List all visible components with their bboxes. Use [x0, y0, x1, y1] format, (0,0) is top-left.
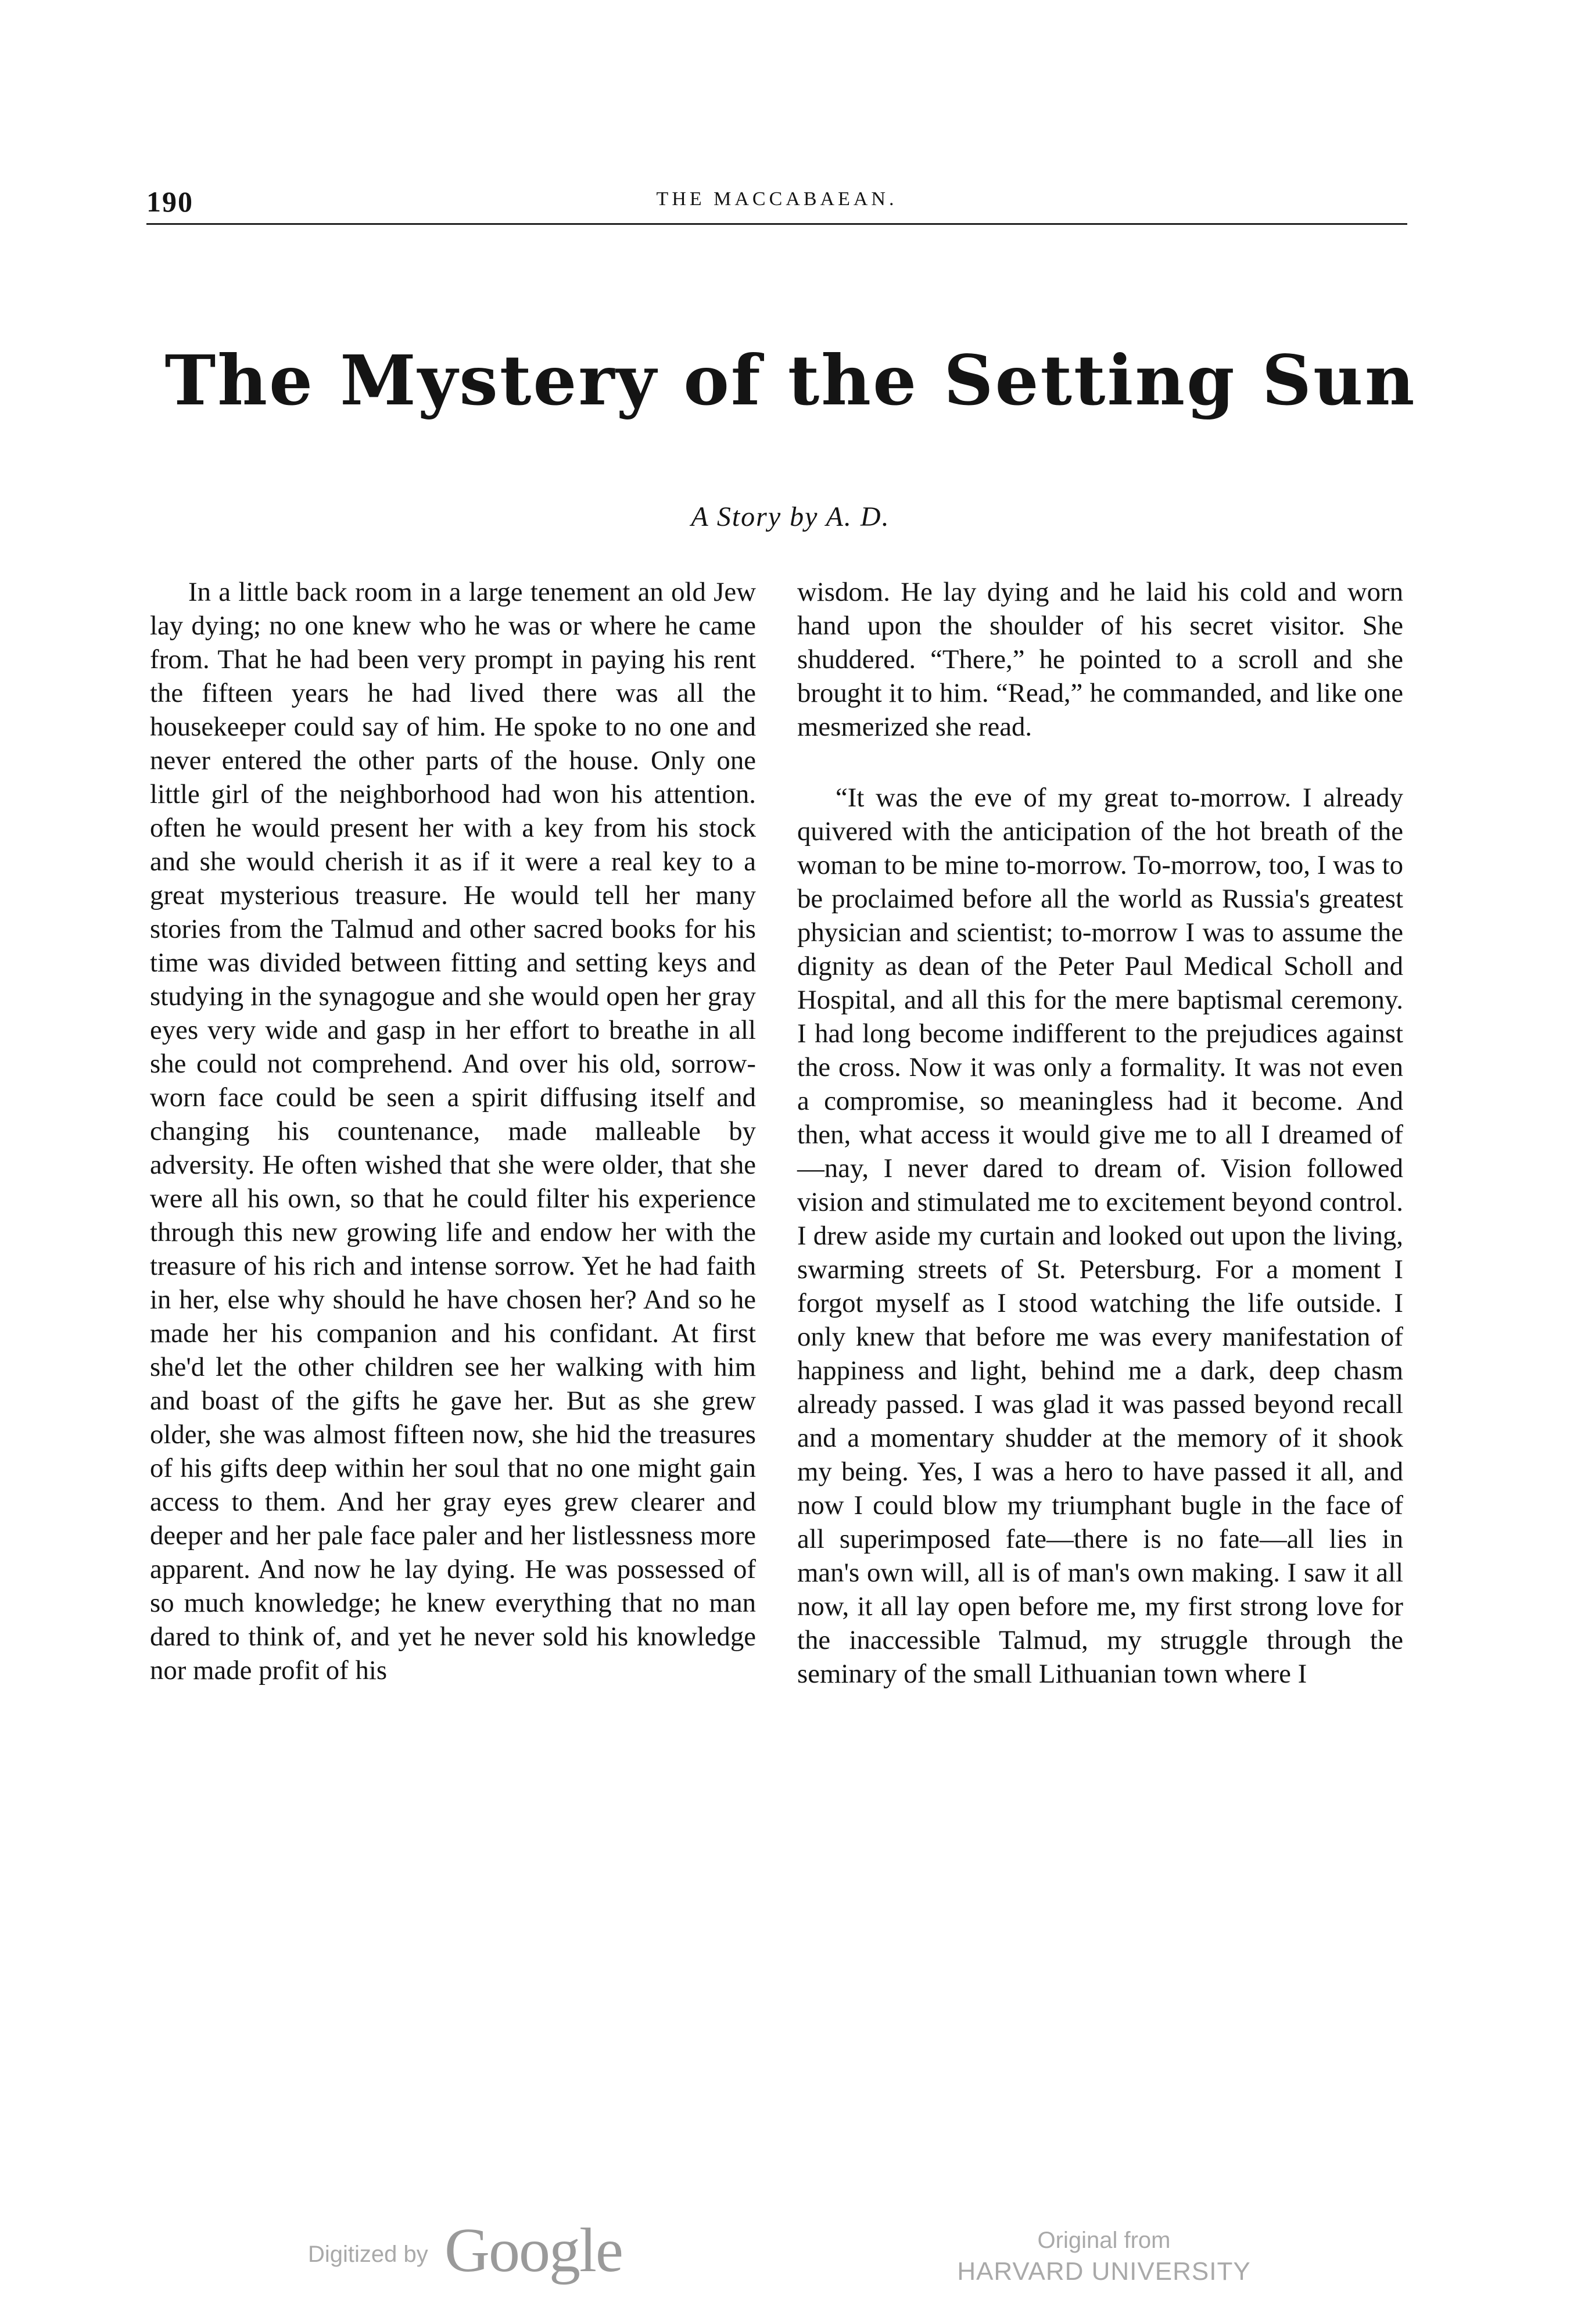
- digitized-by-watermark: [308, 2215, 645, 2284]
- page-number: 190: [146, 185, 193, 218]
- paragraph: “It was the eve of my great to-morrow. I already quivered with the anticipation of the hot breath of the woman to be mine to-morrow. To-morrow, too, I was to be proclaimed before all the world as Russia's greatest physician and scientist; to-morrow I was to assume the dignity as dean of the Peter Paul Medical Scholl and Hospital, and all this for the mere baptismal ceremony. I had long become indifferent to the prejudices against the cross. Now it was only a formality. It was not even a compromise, so meaningless had it become. And then, what access it would give me to all I dreamed of—nay, I never dared to dream of. Vision followed vision and stimulated me to excitement beyond control. I drew aside my curtain and looked out upon the living, swarming streets of St. Petersburg. For a moment I forgot myself as I stood watching the life outside. I only knew that before me was every manifestation of happiness and light, behind me a dark, deep chasm already passed. I was glad it was passed beyond recall and a momentary shudder at the memory of it shook my being. Yes, I was a hero to have passed it all, and now I could blow my triumphant bugle in the face of all superimposed fate—there is no fate—all lies in man's own will, all is of man's own making. I saw it all now, it all lay open before me, my first strong love for the inaccessible Talmud, my struggle through the seminary of the small Lithuanian town where I: [797, 783, 1403, 1689]
- source-watermark: [941, 2225, 1267, 2288]
- header-rule: [146, 223, 1407, 225]
- running-head: [146, 185, 1407, 220]
- original-from-label: Original from: [1037, 2228, 1171, 2253]
- digitized-by-label: Digitized by: [308, 2241, 428, 2267]
- article-title: The Mystery of the Setting Sun: [164, 340, 1417, 421]
- journal-title: THE MACCABAEAN.: [656, 188, 898, 210]
- right-column: [797, 575, 1403, 1691]
- byline: A Story by A. D.: [691, 501, 890, 532]
- google-logo: Google: [444, 2216, 622, 2285]
- paragraph: In a little back room in a large tenement an old Jew lay dying; no one knew who he was or where he came from. That he had been very prompt in paying his rent the fifteen years he had lived there was all the housekeeper could say of him. He spoke to no one and never entered the other parts of the house. Only one little girl of the neighborhood had won his attention. often he would present her with a key from his stock and she would cherish it as if it were a real key to a great mysterious treasure. He would tell her many stories from the Talmud and other sacred books for his time was divided between fitting and setting keys and studying in the synagogue and she would open her gray eyes very wide and gasp in her effort to breathe in all she could not comprehend. And over his old, sorrow-worn face could be seen a spirit diffusing itself and changing his countenance, made malleable by adversity. He often wished that she were older, that she were all his own, so that he could filter his experience through this new growing life and endow her with the treasure of his rich and intense sorrow. Yet he had faith in her, else why should he have chosen her? And so he made her his companion and his confidant. At first she'd let the other children see her walking with him and boast of the gifts he gave her. But as she grew older, she was almost fifteen now, she hid the treasures of his gifts deep within her soul that no one might gain access to them. And her gray eyes grew clearer and deeper and her pale face paler and her listlessness more apparent. And now he lay dying. He was possessed of so much knowledge; he knew everything that no man dared to think of, and yet he never sold his knowledge nor made profit of his: [150, 577, 756, 1685]
- institution-label: HARVARD UNIVERSITY: [957, 2257, 1251, 2286]
- left-column: [150, 575, 756, 1687]
- paragraph: wisdom. He lay dying and he laid his cold and worn hand upon the shoulder of his secret visitor. She shuddered. “There,” he pointed to a scroll and she brought it to him. “Read,” he commanded, and like one mesmerized she read.: [797, 577, 1403, 742]
